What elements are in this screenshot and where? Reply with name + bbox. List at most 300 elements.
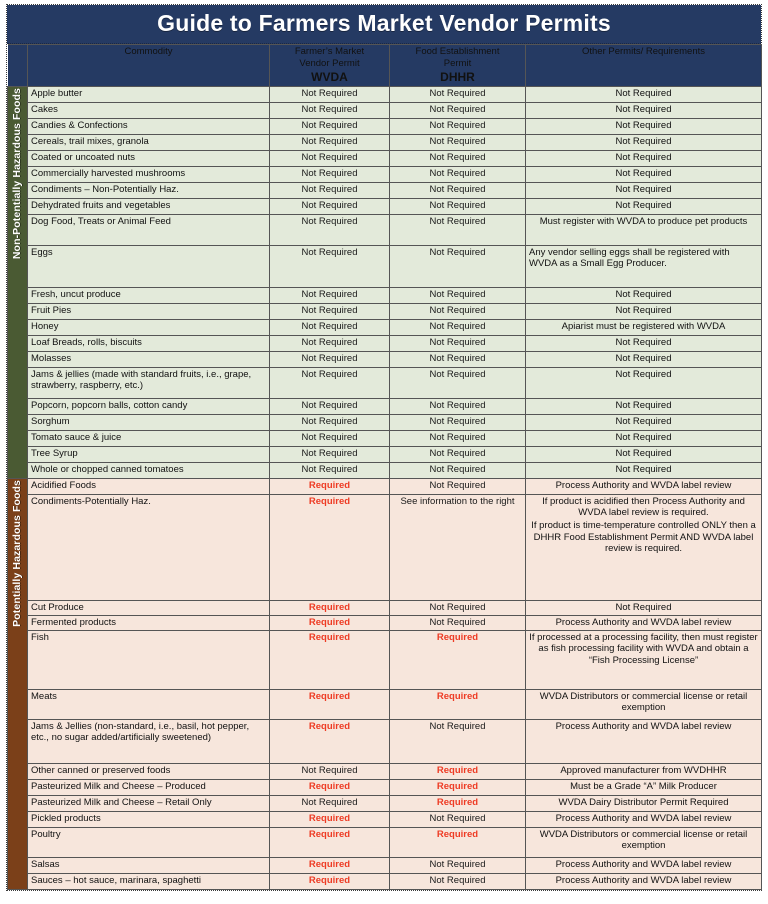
cell-dhhr-permit [390, 462, 526, 478]
table-row [8, 462, 762, 478]
other-permits-paragraph: Not Required [615, 183, 672, 195]
wvda-permit-value: Required [308, 828, 351, 840]
wvda-permit-value: Not Required [301, 304, 358, 316]
other-permits-paragraph: Process Authority and WVDA label review [555, 812, 732, 824]
wvda-permit-value: Not Required [301, 796, 358, 808]
cell-wvda-permit [270, 134, 390, 150]
other-permits-paragraph: Approved manufacturer from WVDHHR [560, 764, 727, 776]
cell-commodity: Molasses [28, 351, 270, 367]
other-permits-paragraph: WVDA Dairy Distributor Permit Required [558, 796, 729, 808]
dhhr-permit-value: Not Required [429, 431, 486, 443]
wvda-permit-value: Not Required [301, 215, 358, 227]
section-band-potentially-hazardous-foods [8, 478, 28, 889]
dhhr-permit-value: Not Required [429, 874, 486, 886]
cell-dhhr-permit [390, 287, 526, 303]
cell-wvda-permit [270, 630, 390, 689]
cell-commodity: Popcorn, popcorn balls, cotton candy [28, 398, 270, 414]
dhhr-permit-value: Required [436, 780, 479, 792]
cell-commodity: Fish [28, 630, 270, 689]
table-row [8, 827, 762, 857]
dhhr-permit-value: Not Required [429, 288, 486, 300]
cell-commodity: Pickled products [28, 811, 270, 827]
wvda-permit-value: Not Required [301, 151, 358, 163]
cell-other-permits [526, 198, 762, 214]
wvda-permit-value: Required [308, 601, 351, 613]
cell-dhhr-permit [390, 118, 526, 134]
cell-commodity: Dehydrated fruits and vegetables [28, 198, 270, 214]
cell-commodity: Jams & jellies (made with standard fruits, i.e., grape, strawberry, raspberry, etc.) [28, 367, 270, 398]
cell-wvda-permit [270, 827, 390, 857]
cell-other-permits [526, 182, 762, 198]
wvda-permit-value: Not Required [301, 415, 358, 427]
wvda-permit-value: Required [308, 720, 351, 732]
cell-wvda-permit [270, 367, 390, 398]
table-row [8, 287, 762, 303]
table-row [8, 719, 762, 763]
wvda-permit-value: Not Required [301, 399, 358, 411]
dhhr-permit-value: Not Required [429, 812, 486, 824]
dhhr-permit-value: Required [436, 796, 479, 808]
cell-dhhr-permit [390, 166, 526, 182]
table-row [8, 214, 762, 245]
cell-dhhr-permit [390, 303, 526, 319]
dhhr-permit-value: Not Required [429, 352, 486, 364]
table-row [8, 857, 762, 873]
cell-dhhr-permit [390, 689, 526, 719]
cell-other-permits [526, 795, 762, 811]
table-row [8, 166, 762, 182]
cell-commodity: Cereals, trail mixes, granola [28, 134, 270, 150]
wvda-permit-value: Not Required [301, 368, 358, 380]
table-row [8, 118, 762, 134]
table-row [8, 319, 762, 335]
other-permits-paragraph: If processed at a processing facility, then must register as fish processing facility with WVDA and obtain a “Fish Processing License” [529, 631, 758, 666]
dhhr-permit-value: Not Required [429, 447, 486, 459]
table-row [8, 430, 762, 446]
table-row [8, 478, 762, 494]
cell-other-permits [526, 102, 762, 118]
other-permits-paragraph: Process Authority and WVDA label review [555, 720, 732, 732]
cell-other-permits [526, 763, 762, 779]
cell-dhhr-permit [390, 827, 526, 857]
other-permits-paragraph: Process Authority and WVDA label review [555, 479, 732, 491]
cell-dhhr-permit [390, 150, 526, 166]
dhhr-permit-value: Not Required [429, 479, 486, 491]
other-permits-paragraph: If product is acidified then Process Authority and WVDA label review is required. [542, 495, 745, 519]
cell-wvda-permit [270, 150, 390, 166]
cell-wvda-permit [270, 811, 390, 827]
cell-dhhr-permit [390, 719, 526, 763]
cell-dhhr-permit [390, 367, 526, 398]
other-permits-paragraph: Not Required [615, 601, 672, 613]
cell-dhhr-permit [390, 811, 526, 827]
other-permits-paragraph: Not Required [615, 304, 672, 316]
cell-commodity: Tree Syrup [28, 446, 270, 462]
header-sidebar-spacer [8, 45, 28, 87]
other-permits-paragraph: Not Required [615, 151, 672, 163]
cell-other-permits [526, 478, 762, 494]
cell-wvda-permit [270, 287, 390, 303]
wvda-permit-value: Not Required [301, 431, 358, 443]
cell-wvda-permit [270, 245, 390, 287]
other-permits-paragraph: Process Authority and WVDA label review [555, 874, 732, 886]
table-body [8, 45, 762, 890]
other-permits-paragraph: Must be a Grade “A” Milk Producer [570, 780, 717, 792]
document-frame [6, 4, 762, 891]
other-permits-paragraph: Any vendor selling eggs shall be registered with WVDA as a Small Egg Producer. [529, 246, 730, 270]
dhhr-permit-value: Not Required [429, 183, 486, 195]
section-band-label: Potentially Hazardous Foods [11, 479, 24, 627]
cell-wvda-permit [270, 873, 390, 889]
cell-other-permits [526, 430, 762, 446]
cell-wvda-permit [270, 462, 390, 478]
cell-other-permits [526, 351, 762, 367]
wvda-permit-value: Not Required [301, 87, 358, 99]
cell-other-permits [526, 414, 762, 430]
wvda-permit-value: Required [308, 874, 351, 886]
cell-other-permits [526, 689, 762, 719]
table-row [8, 763, 762, 779]
wvda-permit-value: Not Required [301, 103, 358, 115]
table-row [8, 134, 762, 150]
table-row [8, 335, 762, 351]
column-header-dhhr-permit [390, 45, 526, 87]
cell-dhhr-permit [390, 182, 526, 198]
cell-wvda-permit [270, 166, 390, 182]
cell-wvda-permit [270, 795, 390, 811]
cell-other-permits [526, 827, 762, 857]
dhhr-permit-value: Not Required [429, 399, 486, 411]
other-permits-paragraph: Process Authority and WVDA label review [555, 616, 732, 628]
cell-dhhr-permit [390, 600, 526, 615]
table-row [8, 795, 762, 811]
cell-wvda-permit [270, 102, 390, 118]
cell-wvda-permit [270, 615, 390, 630]
cell-other-permits [526, 335, 762, 351]
cell-other-permits [526, 398, 762, 414]
table-row [8, 367, 762, 398]
cell-other-permits [526, 630, 762, 689]
cell-other-permits [526, 134, 762, 150]
cell-dhhr-permit [390, 857, 526, 873]
cell-commodity: Honey [28, 319, 270, 335]
wvda-permit-value: Required [308, 780, 351, 792]
cell-other-permits [526, 86, 762, 102]
dhhr-permit-value: Not Required [429, 167, 486, 179]
table-row [8, 245, 762, 287]
wvda-permit-value: Not Required [301, 167, 358, 179]
cell-dhhr-permit [390, 779, 526, 795]
cell-other-permits [526, 166, 762, 182]
cell-wvda-permit [270, 689, 390, 719]
other-permits-paragraph: Process Authority and WVDA label review [555, 858, 732, 870]
cell-dhhr-permit [390, 86, 526, 102]
cell-other-permits [526, 319, 762, 335]
cell-commodity: Meats [28, 689, 270, 719]
cell-commodity: Tomato sauce & juice [28, 430, 270, 446]
column-header-other-permits: Other Permits/ Requirements [526, 45, 762, 87]
cell-wvda-permit [270, 303, 390, 319]
other-permits-paragraph: Not Required [615, 87, 672, 99]
cell-other-permits [526, 367, 762, 398]
section-band-label: Non-Potentially Hazardous Foods [11, 87, 24, 259]
cell-dhhr-permit [390, 214, 526, 245]
other-permits-paragraph: Not Required [615, 288, 672, 300]
cell-other-permits [526, 600, 762, 615]
other-permits-paragraph: Not Required [615, 447, 672, 459]
dhhr-permit-value: Required [436, 631, 479, 643]
cell-commodity: Pasteurized Milk and Cheese – Produced [28, 779, 270, 795]
table-row [8, 398, 762, 414]
cell-dhhr-permit [390, 134, 526, 150]
cell-wvda-permit [270, 335, 390, 351]
wvda-permit-value: Not Required [301, 764, 358, 776]
cell-dhhr-permit [390, 494, 526, 600]
cell-commodity: Salsas [28, 857, 270, 873]
other-permits-paragraph: Not Required [615, 352, 672, 364]
cell-dhhr-permit [390, 478, 526, 494]
table-row [8, 600, 762, 615]
cell-commodity: Fermented products [28, 615, 270, 630]
table-header-row [8, 45, 762, 87]
cell-other-permits [526, 857, 762, 873]
dhhr-permit-value: Not Required [429, 601, 486, 613]
cell-commodity: Coated or uncoated nuts [28, 150, 270, 166]
cell-other-permits [526, 303, 762, 319]
cell-dhhr-permit [390, 398, 526, 414]
dhhr-permit-value: Not Required [429, 320, 486, 332]
cell-other-permits [526, 462, 762, 478]
wvda-permit-value: Required [308, 812, 351, 824]
wvda-permit-value: Not Required [301, 320, 358, 332]
wvda-permit-value: Not Required [301, 135, 358, 147]
cell-wvda-permit [270, 86, 390, 102]
cell-wvda-permit [270, 494, 390, 600]
wvda-permit-value: Not Required [301, 119, 358, 131]
permits-table [7, 44, 762, 890]
cell-wvda-permit [270, 319, 390, 335]
other-permits-paragraph: WVDA Distributors or commercial license or retail exemption [539, 690, 748, 714]
cell-commodity: Fruit Pies [28, 303, 270, 319]
other-permits-paragraph: WVDA Distributors or commercial license or retail exemption [539, 828, 748, 852]
wvda-permit-value: Required [308, 479, 351, 491]
table-row [8, 182, 762, 198]
dhhr-permit-value: Not Required [429, 151, 486, 163]
column-header-commodity: Commodity [28, 45, 270, 87]
page-title: Guide to Farmers Market Vendor Permits [7, 5, 761, 44]
cell-other-permits [526, 779, 762, 795]
dhhr-permit-value: Not Required [429, 336, 486, 348]
cell-commodity: Sauces – hot sauce, marinara, spaghetti [28, 873, 270, 889]
cell-wvda-permit [270, 430, 390, 446]
cell-commodity: Cakes [28, 102, 270, 118]
cell-commodity: Dog Food, Treats or Animal Feed [28, 214, 270, 245]
table-row [8, 630, 762, 689]
cell-wvda-permit [270, 719, 390, 763]
other-permits-paragraph: Not Required [615, 119, 672, 131]
cell-commodity: Acidified Foods [28, 478, 270, 494]
table-row [8, 494, 762, 600]
cell-wvda-permit [270, 214, 390, 245]
wvda-header-line1: Farmer’s Market [294, 46, 365, 57]
dhhr-permit-value: Not Required [429, 415, 486, 427]
cell-dhhr-permit [390, 414, 526, 430]
table-row [8, 414, 762, 430]
wvda-permit-value: Not Required [301, 463, 358, 475]
wvda-permit-value: Required [308, 631, 351, 643]
dhhr-permit-value: Required [436, 764, 479, 776]
table-row [8, 615, 762, 630]
dhhr-permit-value: See information to the right [400, 495, 515, 507]
cell-wvda-permit [270, 763, 390, 779]
wvda-permit-value: Required [308, 858, 351, 870]
cell-other-permits [526, 719, 762, 763]
dhhr-permit-value: Not Required [429, 215, 486, 227]
cell-commodity: Poultry [28, 827, 270, 857]
cell-other-permits [526, 873, 762, 889]
cell-dhhr-permit [390, 335, 526, 351]
cell-wvda-permit [270, 478, 390, 494]
wvda-permit-value: Required [308, 495, 351, 507]
cell-commodity: Other canned or preserved foods [28, 763, 270, 779]
other-permits-paragraph: Not Required [615, 415, 672, 427]
cell-wvda-permit [270, 600, 390, 615]
cell-other-permits [526, 446, 762, 462]
other-permits-paragraph: Not Required [615, 135, 672, 147]
cell-wvda-permit [270, 351, 390, 367]
column-header-wvda-permit [270, 45, 390, 87]
cell-dhhr-permit [390, 245, 526, 287]
dhhr-permit-value: Not Required [429, 135, 486, 147]
cell-dhhr-permit [390, 198, 526, 214]
cell-wvda-permit [270, 398, 390, 414]
cell-commodity: Condiments-Potentially Haz. [28, 494, 270, 600]
cell-dhhr-permit [390, 351, 526, 367]
cell-commodity: Apple butter [28, 86, 270, 102]
dhhr-permit-value: Not Required [429, 119, 486, 131]
cell-commodity: Eggs [28, 245, 270, 287]
cell-commodity: Commercially harvested mushrooms [28, 166, 270, 182]
cell-commodity: Sorghum [28, 414, 270, 430]
dhhr-permit-value: Not Required [429, 720, 486, 732]
dhhr-permit-value: Not Required [429, 103, 486, 115]
wvda-agency-label: WVDA [311, 70, 348, 85]
wvda-permit-value: Not Required [301, 288, 358, 300]
cell-commodity: Jams & Jellies (non-standard, i.e., basil, hot pepper, etc., no sugar added/artificially sweetened) [28, 719, 270, 763]
cell-commodity: Cut Produce [28, 600, 270, 615]
cell-other-permits [526, 287, 762, 303]
cell-commodity: Pasteurized Milk and Cheese – Retail Only [28, 795, 270, 811]
wvda-permit-value: Not Required [301, 246, 358, 258]
cell-dhhr-permit [390, 763, 526, 779]
cell-commodity: Condiments – Non-Potentially Haz. [28, 182, 270, 198]
other-permits-paragraph: Not Required [615, 463, 672, 475]
dhhr-permit-value: Required [436, 690, 479, 702]
section-band-non-potentially-hazardous-foods [8, 86, 28, 478]
wvda-permit-value: Not Required [301, 336, 358, 348]
cell-wvda-permit [270, 779, 390, 795]
table-row [8, 198, 762, 214]
dhhr-header-line2: Permit [443, 57, 472, 69]
wvda-permit-value: Not Required [301, 352, 358, 364]
wvda-header-line2: Vendor Permit [299, 57, 360, 69]
dhhr-agency-label: DHHR [440, 70, 475, 85]
cell-other-permits [526, 615, 762, 630]
other-permits-paragraph: Not Required [615, 336, 672, 348]
table-row [8, 150, 762, 166]
dhhr-permit-value: Not Required [429, 368, 486, 380]
cell-other-permits [526, 245, 762, 287]
dhhr-permit-value: Not Required [429, 463, 486, 475]
cell-other-permits [526, 214, 762, 245]
other-permits-paragraph: Not Required [615, 103, 672, 115]
wvda-permit-value: Required [308, 616, 351, 628]
cell-wvda-permit [270, 414, 390, 430]
cell-dhhr-permit [390, 102, 526, 118]
cell-dhhr-permit [390, 446, 526, 462]
other-permits-paragraph: Not Required [615, 399, 672, 411]
table-row [8, 86, 762, 102]
wvda-permit-value: Required [308, 690, 351, 702]
cell-dhhr-permit [390, 430, 526, 446]
table-row [8, 873, 762, 889]
table-row [8, 689, 762, 719]
dhhr-permit-value: Not Required [429, 304, 486, 316]
dhhr-permit-value: Required [436, 828, 479, 840]
other-permits-paragraph: Not Required [615, 431, 672, 443]
cell-dhhr-permit [390, 630, 526, 689]
table-row [8, 102, 762, 118]
dhhr-permit-value: Not Required [429, 616, 486, 628]
cell-commodity: Loaf Breads, rolls, biscuits [28, 335, 270, 351]
table-row [8, 811, 762, 827]
wvda-permit-value: Not Required [301, 447, 358, 459]
dhhr-permit-value: Not Required [429, 858, 486, 870]
cell-dhhr-permit [390, 873, 526, 889]
other-permits-paragraph: If product is time-temperature controlled ONLY then a DHHR Food Establishment Permit AND WVDA label review is required. [531, 519, 756, 555]
cell-commodity: Candies & Confections [28, 118, 270, 134]
cell-other-permits [526, 118, 762, 134]
cell-wvda-permit [270, 857, 390, 873]
cell-wvda-permit [270, 182, 390, 198]
cell-wvda-permit [270, 118, 390, 134]
cell-other-permits [526, 150, 762, 166]
cell-wvda-permit [270, 198, 390, 214]
cell-dhhr-permit [390, 795, 526, 811]
table-row [8, 303, 762, 319]
other-permits-paragraph: Not Required [615, 167, 672, 179]
other-permits-paragraph: Apiarist must be registered with WVDA [561, 320, 726, 332]
cell-dhhr-permit [390, 615, 526, 630]
wvda-permit-value: Not Required [301, 199, 358, 211]
cell-commodity: Whole or chopped canned tomatoes [28, 462, 270, 478]
other-permits-paragraph: Not Required [615, 368, 672, 380]
table-row [8, 351, 762, 367]
other-permits-paragraph: Not Required [615, 199, 672, 211]
wvda-permit-value: Not Required [301, 183, 358, 195]
cell-other-permits [526, 494, 762, 600]
dhhr-header-line1: Food Establishment [415, 46, 500, 57]
table-row [8, 446, 762, 462]
other-permits-paragraph: Must register with WVDA to produce pet products [539, 215, 748, 227]
dhhr-permit-value: Not Required [429, 246, 486, 258]
cell-other-permits [526, 811, 762, 827]
cell-commodity: Fresh, uncut produce [28, 287, 270, 303]
table-row [8, 779, 762, 795]
dhhr-permit-value: Not Required [429, 199, 486, 211]
cell-dhhr-permit [390, 319, 526, 335]
dhhr-permit-value: Not Required [429, 87, 486, 99]
